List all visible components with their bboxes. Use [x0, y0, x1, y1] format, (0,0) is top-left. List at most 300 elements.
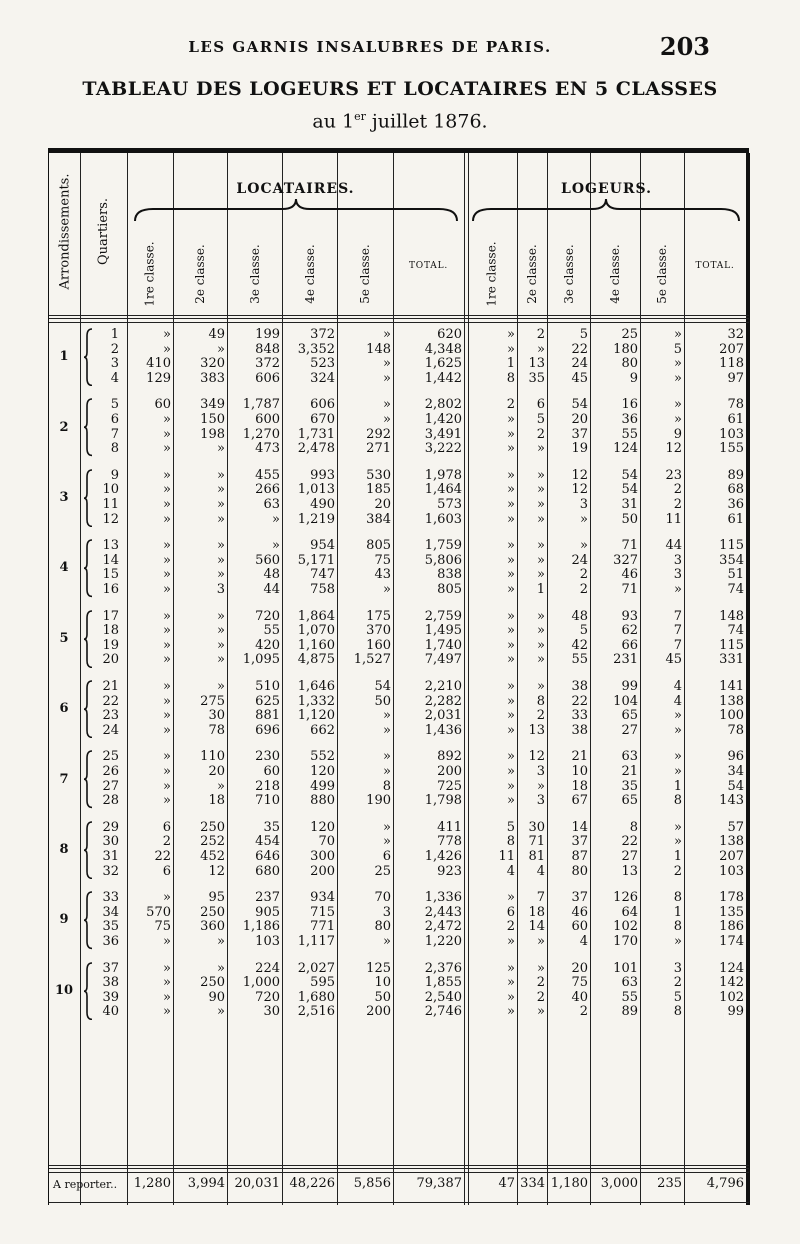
table-cell: 3,491 — [424, 426, 462, 442]
header-quartiers — [80, 159, 127, 304]
table-cell: 50 — [621, 511, 638, 527]
table-cell: 2,759 — [424, 608, 462, 624]
column-rule — [80, 153, 81, 1205]
table-cell: 24 — [571, 552, 588, 568]
table-cell: 2 — [506, 919, 515, 935]
table-cell: 606 — [310, 397, 335, 413]
quartier-number: 38 — [102, 975, 119, 991]
table-cell: » — [217, 934, 225, 949]
table-cell: 22 — [154, 849, 171, 864]
table-cell: 48 — [263, 567, 280, 583]
quartier-number: 28 — [102, 793, 119, 809]
table-cell: 54 — [621, 482, 638, 498]
quartier-number: 12 — [102, 511, 119, 527]
table-cell: 2 — [673, 863, 682, 879]
table-cell: 14 — [571, 819, 588, 835]
table-cell: 4 — [506, 863, 515, 879]
table-cell: 13 — [621, 863, 638, 879]
quartier-number: 21 — [102, 679, 119, 694]
table-cell: » — [537, 608, 545, 624]
header-logeurs-class-2-text: 2e classe. — [525, 244, 539, 304]
header-logeurs-class-5-text: 5e classe. — [655, 244, 669, 304]
table-cell: 54 — [621, 467, 638, 483]
quartier-number: 20 — [102, 652, 119, 668]
table-cell: 54 — [374, 679, 391, 694]
table-cell: 271 — [366, 441, 391, 457]
table-cell: 141 — [719, 679, 744, 694]
header-logeurs-class-4 — [590, 233, 640, 315]
table-cell: 74 — [727, 582, 744, 597]
table-cell: 10 — [571, 764, 588, 779]
table-cell: 8 — [629, 819, 638, 835]
table-cell: 9 — [629, 370, 638, 386]
table-cell: 3 — [673, 552, 682, 568]
quartier-number: 26 — [102, 764, 119, 779]
table-cell: » — [163, 778, 171, 794]
table-cell: 97 — [727, 370, 744, 386]
table-cell: » — [507, 722, 515, 738]
table-cell: » — [217, 538, 225, 554]
table-cell: 5 — [536, 412, 545, 427]
table-cell: » — [163, 749, 171, 765]
table-cell: » — [507, 1004, 515, 1020]
quartier-number: 9 — [110, 467, 119, 483]
table-cell: 30 — [528, 819, 545, 835]
report-value: 20,031 — [234, 1176, 280, 1191]
table-cell: » — [163, 441, 171, 457]
table-cell: 48 — [571, 608, 588, 624]
table-cell: 646 — [255, 849, 280, 864]
quartier-number: 6 — [110, 412, 119, 427]
table-cell: » — [163, 582, 171, 597]
table-cell: 275 — [200, 693, 225, 709]
table-cell: 8 — [506, 834, 515, 850]
table-cell: 22 — [571, 693, 588, 709]
table-cell: 8 — [673, 919, 682, 935]
header-bottom-rule-double — [49, 318, 749, 323]
table-cell: » — [163, 608, 171, 624]
arrondissement-brace — [83, 539, 93, 597]
table-cell: 410 — [146, 356, 171, 372]
table-cell: » — [507, 467, 515, 483]
table-cell: 21 — [571, 749, 588, 765]
table-cell: » — [507, 412, 515, 427]
table-cell: » — [507, 934, 515, 949]
table-cell: 292 — [366, 426, 391, 442]
table-cell: » — [163, 793, 171, 809]
table-cell: 250 — [200, 975, 225, 991]
table-cell: 1,527 — [353, 652, 391, 668]
table-cell: » — [674, 370, 682, 386]
table-cell: 1,420 — [424, 412, 462, 427]
report-value: 47 — [498, 1176, 515, 1191]
table-cell: 75 — [374, 552, 391, 568]
header-bottom-rule — [49, 315, 749, 316]
table-cell: 89 — [621, 1004, 638, 1020]
table-cell: 120 — [310, 764, 335, 779]
table-cell: 411 — [437, 819, 462, 835]
header-locataires-class-1 — [127, 233, 173, 315]
report-value: 3,000 — [600, 1176, 638, 1191]
table-cell: 49 — [208, 327, 225, 342]
table-cell: 6 — [382, 849, 391, 864]
table-cell: 75 — [154, 919, 171, 935]
table-cell: 1,120 — [297, 708, 335, 724]
table-cell: » — [537, 778, 545, 794]
table-cell: 89 — [727, 467, 744, 483]
table-cell: 22 — [621, 834, 638, 850]
table-cell: » — [507, 608, 515, 624]
quartier-number: 10 — [102, 482, 119, 498]
quartier-number: 33 — [102, 890, 119, 906]
quartier-number: 3 — [110, 356, 119, 372]
table-cell: 12 — [528, 749, 545, 765]
header-arrondissements-text: Arrondissements. — [57, 173, 73, 290]
table-cell: 63 — [263, 497, 280, 512]
arrondissement-brace — [83, 821, 93, 879]
table-cell: 63 — [621, 749, 638, 765]
table-cell: » — [537, 567, 545, 583]
header-locataires-class-4 — [282, 233, 337, 315]
table-cell: » — [163, 960, 171, 976]
table-cell: 5 — [579, 327, 588, 342]
table-cell: » — [163, 552, 171, 568]
header-locataires-class-4-text: 4e classe. — [302, 244, 317, 304]
table-cell: 37 — [571, 890, 588, 906]
table-cell: 12 — [208, 863, 225, 879]
table-cell: 2,376 — [424, 960, 462, 976]
table-cell: 1,625 — [424, 356, 462, 372]
table-cell: » — [674, 722, 682, 738]
quartier-number: 14 — [102, 552, 119, 568]
table-cell: » — [507, 497, 515, 512]
table-cell: 61 — [727, 511, 744, 527]
quartier-number: 39 — [102, 989, 119, 1005]
table-cell: 18 — [571, 778, 588, 794]
total-top-rule — [49, 1165, 749, 1166]
arrondissement-brace — [83, 398, 93, 456]
table-cell: 185 — [366, 482, 391, 498]
table-cell: 24 — [571, 356, 588, 372]
table-cell: 670 — [310, 412, 335, 427]
table-cell: 74 — [727, 623, 744, 639]
table-cell: » — [507, 793, 515, 809]
header-locataires-class-2 — [173, 233, 227, 315]
table-cell: » — [383, 764, 391, 779]
table-cell: » — [537, 467, 545, 483]
table-cell: 25 — [374, 863, 391, 879]
table-cell: 27 — [621, 722, 638, 738]
header-logeurs-class-2 — [517, 233, 547, 315]
quartier-number: 35 — [102, 919, 119, 935]
table-cell: » — [537, 652, 545, 668]
table-cell: » — [217, 552, 225, 568]
table-cell: 40 — [571, 989, 588, 1005]
table-cell: 180 — [613, 341, 638, 357]
table-cell: » — [674, 834, 682, 850]
table-cell: 250 — [200, 904, 225, 920]
table-cell: 178 — [719, 890, 744, 906]
logeurs-brace — [471, 197, 741, 225]
table-cell: 4 — [673, 693, 682, 709]
table-cell: » — [217, 960, 225, 976]
table-cell: 13 — [528, 356, 545, 372]
running-title: LES GARNIS INSALUBRES DE PARIS. — [188, 38, 552, 56]
table-cell: 71 — [528, 834, 545, 850]
table-cell: 372 — [255, 356, 280, 372]
table-cell: » — [537, 960, 545, 976]
table-cell: 1,759 — [424, 538, 462, 554]
table-cell: 20 — [208, 764, 225, 779]
table-cell: 34 — [727, 764, 744, 779]
table-cell: » — [674, 764, 682, 779]
table-cell: 570 — [146, 904, 171, 920]
table-cell: 5 — [579, 623, 588, 639]
table-cell: 64 — [621, 904, 638, 920]
table-cell: 2,802 — [424, 397, 462, 413]
table-cell: » — [537, 497, 545, 512]
table-cell: 19 — [571, 441, 588, 457]
table-cell: » — [163, 341, 171, 357]
table-cell: » — [163, 722, 171, 738]
table-cell: » — [272, 511, 280, 527]
table-cell: » — [507, 693, 515, 709]
table-cell: 22 — [571, 341, 588, 357]
table-cell: 45 — [571, 370, 588, 386]
arrondissement-number: 9 — [59, 912, 69, 928]
table-cell: 27 — [621, 849, 638, 864]
table-cell: 142 — [719, 975, 744, 991]
table-cell: 2 — [536, 708, 545, 724]
table-cell: 1 — [673, 904, 682, 920]
table-cell: 13 — [528, 722, 545, 738]
table-cell: 4,875 — [297, 652, 335, 668]
table-cell: 573 — [437, 497, 462, 512]
table-cell: 80 — [571, 863, 588, 879]
table-cell: 35 — [621, 778, 638, 794]
table-cell: 1,787 — [242, 397, 280, 413]
arrondissement-number: 4 — [59, 560, 69, 576]
table-cell: » — [217, 341, 225, 357]
table-cell: 452 — [200, 849, 225, 864]
table-cell: 55 — [621, 426, 638, 442]
quartier-number: 8 — [110, 441, 119, 457]
table-cell: 200 — [437, 764, 462, 779]
table-cell: » — [507, 341, 515, 357]
table-cell: 4 — [673, 679, 682, 694]
table-cell: 115 — [719, 538, 744, 554]
table-cell: » — [674, 708, 682, 724]
table-cell: 21 — [621, 764, 638, 779]
table-cell: 993 — [310, 467, 335, 483]
table-cell: 126 — [613, 890, 638, 906]
table-cell: 3 — [536, 793, 545, 809]
table-cell: 2,478 — [297, 441, 335, 457]
report-value: 3,994 — [187, 1176, 225, 1191]
table-cell: 1 — [536, 582, 545, 597]
table-cell: 300 — [310, 849, 335, 864]
arrondissement-number: 1 — [59, 349, 69, 365]
table-cell: » — [163, 538, 171, 554]
table-cell: 2,516 — [297, 1004, 335, 1020]
table-cell: 135 — [719, 904, 744, 920]
table-cell: 1 — [673, 778, 682, 794]
table-cell: 70 — [374, 890, 391, 906]
table-cell: 530 — [366, 467, 391, 483]
table-cell: 2 — [506, 397, 515, 413]
data-table — [48, 148, 749, 1205]
header-locataires-class-5-text: 5e classe. — [358, 244, 372, 304]
table-cell: 1,219 — [297, 511, 335, 527]
table-cell: 78 — [727, 397, 744, 413]
table-cell: 150 — [200, 412, 225, 427]
table-cell: 725 — [437, 778, 462, 794]
header-locataires-class-2-text: 2e classe. — [193, 244, 207, 304]
quartier-number: 24 — [102, 722, 119, 738]
table-cell: 198 — [200, 426, 225, 442]
table-cell: 237 — [255, 890, 280, 906]
table-cell: 46 — [571, 904, 588, 920]
table-cell: 331 — [719, 652, 744, 668]
table-cell: 3,222 — [424, 441, 462, 457]
table-cell: 383 — [200, 370, 225, 386]
table-right-rule — [746, 153, 750, 1205]
table-cell: » — [163, 989, 171, 1005]
table-cell: » — [507, 764, 515, 779]
table-cell: 78 — [727, 722, 744, 738]
table-cell: 1,013 — [297, 482, 335, 498]
table-cell: » — [383, 722, 391, 738]
table-cell: 3 — [673, 960, 682, 976]
table-cell: 50 — [374, 989, 391, 1005]
table-cell: 1,855 — [424, 975, 462, 991]
report-label: A reporter.. — [53, 1178, 118, 1191]
table-cell: » — [674, 397, 682, 413]
table-cell: 1,646 — [297, 679, 335, 694]
arrondissement-brace — [83, 962, 93, 1020]
table-cell: » — [507, 327, 515, 342]
table-cell: » — [580, 511, 588, 527]
column-rule — [393, 153, 394, 1205]
table-cell: 55 — [263, 623, 280, 639]
header-locataires: LOCATAIRES. — [236, 181, 355, 197]
table-cell: » — [383, 934, 391, 949]
page-number: 203 — [659, 32, 710, 61]
arrondissement-number: 5 — [59, 630, 69, 646]
arrondissement-number: 2 — [59, 419, 69, 435]
table-cell: » — [507, 582, 515, 597]
table-cell: » — [537, 934, 545, 949]
table-bottom-rule — [49, 1202, 749, 1203]
table-cell: 50 — [374, 693, 391, 709]
table-cell: 747 — [310, 567, 335, 583]
table-cell: » — [507, 652, 515, 668]
table-cell: 600 — [255, 412, 280, 427]
table-cell: 103 — [719, 426, 744, 442]
table-cell: » — [163, 708, 171, 724]
table-cell: 68 — [727, 482, 744, 498]
table-cell: 320 — [200, 356, 225, 372]
table-cell: » — [383, 370, 391, 386]
quartier-number: 7 — [110, 426, 119, 442]
table-cell: » — [163, 764, 171, 779]
table-cell: » — [217, 637, 225, 653]
table-cell: 32 — [727, 327, 744, 342]
table-cell: 25 — [621, 327, 638, 342]
table-cell: 102 — [613, 919, 638, 935]
table-cell: 115 — [719, 637, 744, 653]
table-cell: 1,160 — [297, 637, 335, 653]
page-header — [0, 32, 800, 68]
arrondissement-brace — [83, 750, 93, 808]
table-cell: 37 — [571, 426, 588, 442]
table-cell: 778 — [437, 834, 462, 850]
table-cell: 175 — [366, 608, 391, 624]
header-logeurs-total: TOTAL. — [695, 261, 735, 271]
quartier-number: 2 — [110, 341, 119, 357]
report-value: 79,387 — [416, 1176, 462, 1191]
table-cell: 18 — [208, 793, 225, 809]
table-cell: 2,540 — [424, 989, 462, 1005]
table-cell: » — [507, 989, 515, 1005]
header-logeurs-class-4-text: 4e classe. — [608, 244, 622, 304]
table-cell: » — [507, 567, 515, 583]
table-cell: 37 — [571, 834, 588, 850]
table-cell: » — [537, 623, 545, 639]
table-cell: 1,978 — [424, 467, 462, 483]
table-cell: 8 — [506, 370, 515, 386]
table-cell: 80 — [374, 919, 391, 935]
quartier-number: 17 — [102, 608, 119, 624]
table-cell: 1,680 — [297, 989, 335, 1005]
quartier-number: 15 — [102, 567, 119, 583]
table-cell: 12 — [665, 441, 682, 457]
table-cell: 923 — [437, 863, 462, 879]
table-cell: 710 — [255, 793, 280, 809]
table-cell: 9 — [673, 426, 682, 442]
table-cell: 102 — [719, 989, 744, 1005]
table-cell: » — [383, 582, 391, 597]
table-cell: 66 — [621, 637, 638, 653]
table-cell: » — [217, 652, 225, 668]
table-cell: 95 — [208, 890, 225, 906]
table-cell: 8 — [673, 1004, 682, 1020]
table-cell: 2 — [579, 567, 588, 583]
table-cell: 93 — [621, 608, 638, 624]
table-cell: 44 — [263, 582, 280, 597]
table-cell: 3 — [536, 764, 545, 779]
table-cell: » — [674, 582, 682, 597]
arrondissement-brace — [83, 891, 93, 949]
table-cell: » — [507, 975, 515, 991]
column-rule — [684, 153, 685, 1205]
table-cell: 4 — [579, 934, 588, 949]
table-cell: » — [217, 679, 225, 694]
table-cell: 33 — [571, 708, 588, 724]
table-cell: 200 — [310, 863, 335, 879]
table-cell: 71 — [621, 538, 638, 554]
table-cell: 46 — [621, 567, 638, 583]
table-cell: » — [163, 567, 171, 583]
table-cell: 1,220 — [424, 934, 462, 949]
table-cell: 1,000 — [242, 975, 280, 991]
table-cell: 7 — [536, 890, 545, 906]
table-cell: 81 — [528, 849, 545, 864]
quartier-number: 5 — [110, 397, 119, 413]
table-cell: » — [383, 819, 391, 835]
table-cell: 1,186 — [242, 919, 280, 935]
quartier-number: 18 — [102, 623, 119, 639]
